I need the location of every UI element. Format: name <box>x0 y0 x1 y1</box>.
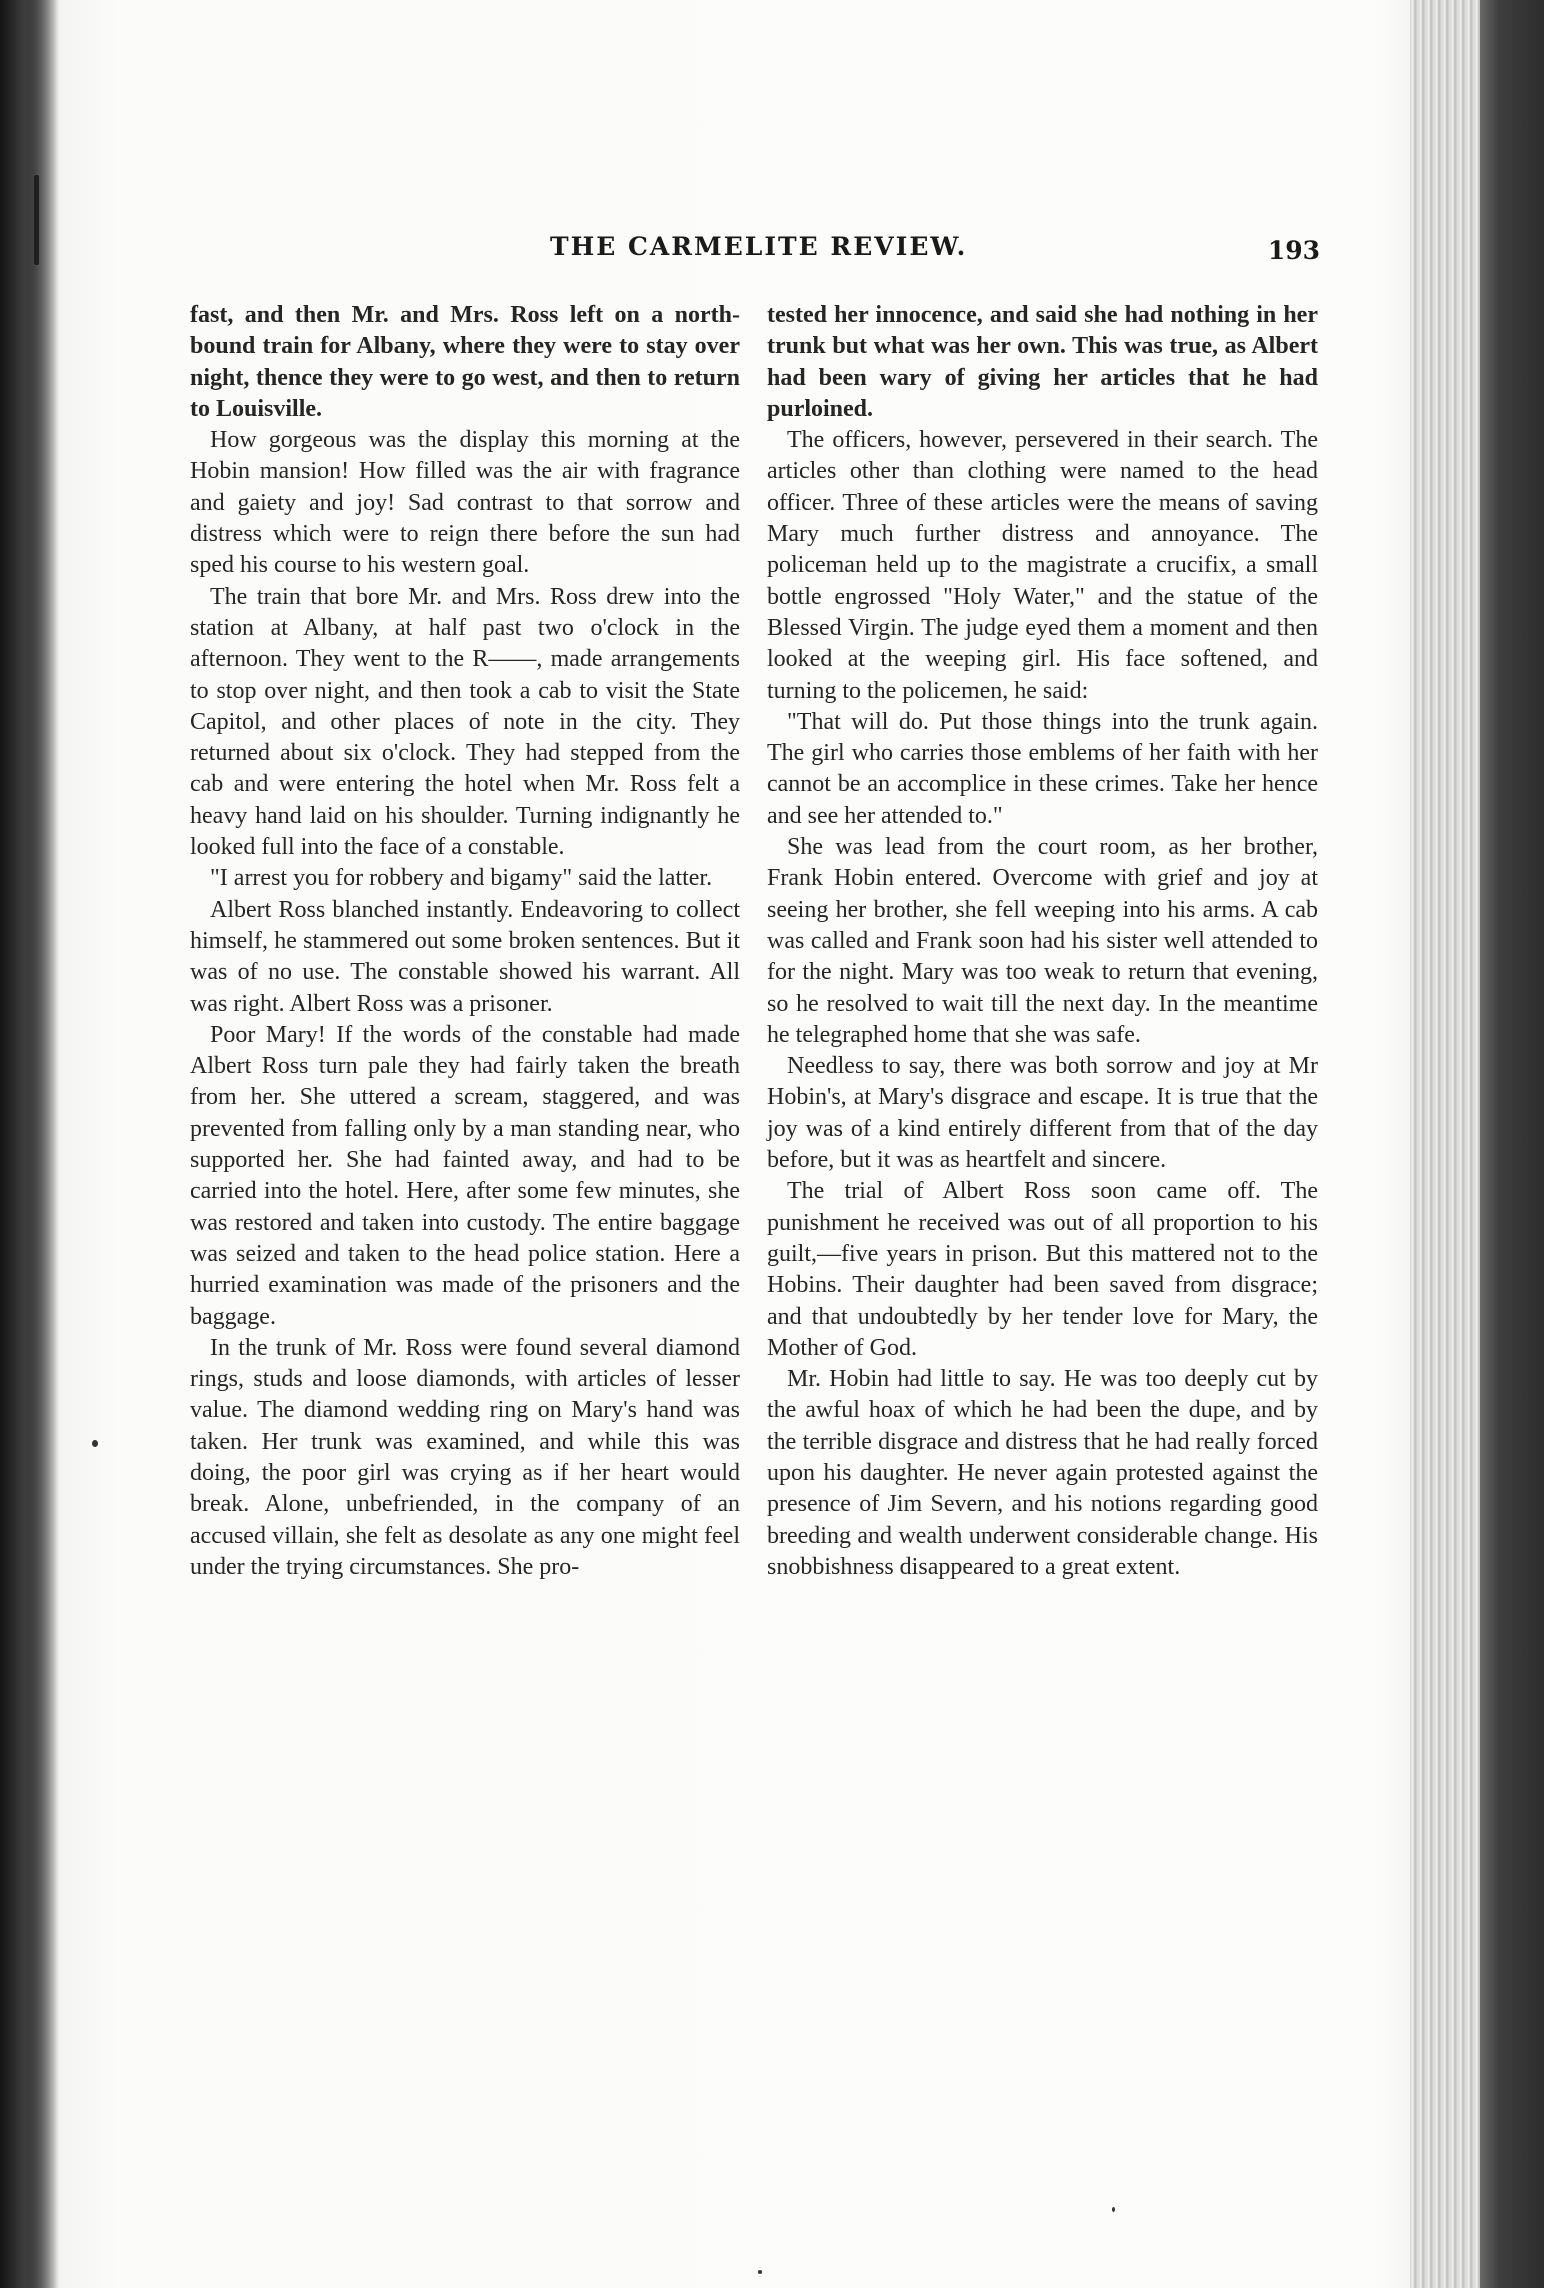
paragraph: Mr. Hobin had little to say. He was too deeply cut by the awful hoax of which he had been the dupe, and by the terrible disgrace and distress that he had really forced upon his daughter. He never again protested against the presence of Jim Severn, and his notions regarding good breeding and wealth underwent considerable change. His snobbishness disappeared to a great extent. <box>767 1366 1318 1580</box>
running-head: THE CARMELITE REVIEW. <box>550 232 968 261</box>
right-column <box>767 300 1318 1583</box>
ink-speck <box>1112 2207 1115 2212</box>
paragraph: She was lead from the court room, as her brother, Frank Hobin entered. Overcome with grief and joy at seeing her brother, she fell weeping into his arms. A cab was called and Frank soon had his sister well attended to for the night. Mary was too weak to return that evening, so he resolved to wait till the next day. In the meantime he telegraphed home that she was safe. <box>767 834 1318 1048</box>
page-edges <box>1410 0 1544 2288</box>
paragraph: fast, and then Mr. and Mrs. Ross left on a north-bound train for Albany, where they were to stay over night, thence they were to go west, and then to return to Louisville. <box>190 302 740 422</box>
paragraph: Needless to say, there was both sorrow and joy at Mr Hobin's, at Mary's disgrace and escape. It is true that the joy was of a kind entirely different from that of the day before, but it was as heartfelt and sincere. <box>767 1053 1318 1174</box>
left-column <box>190 300 740 1583</box>
ink-speck <box>758 2270 762 2274</box>
binding-gutter-shadow <box>0 0 60 2288</box>
paragraph: In the trunk of Mr. Ross were found several diamond rings, studs and loose diamonds, with articles of lesser value. The diamond wedding ring on Mary's hand was taken. Her trunk was examined, and while this was doing, the poor girl was crying as if her heart would break. Alone, unbefriended, in the company of an accused villain, she felt as desolate as any one might feel under the trying circumstances. She pro- <box>190 1334 740 1580</box>
paragraph: The trial of Albert Ross soon came off. The punishment he received was out of all proportion to his guilt,—five years in prison. But this mattered not to the Hobins. Their daughter had been saved from disgrace; and that undoubtedly by her tender love for Mary, the Mother of God. <box>767 1178 1318 1361</box>
paragraph: Poor Mary! If the words of the constable had made Albert Ross turn pale they had fairly taken the breath from her. She uttered a scream, staggered, and was prevented from falling only by a man standing near, who supported her. She had fainted away, and had to be carried into the hotel. Here, after some few minutes, she was restored and taken into custody. The entire baggage was seized and taken to the head police station. Here a hurried examination was made of the prisoners and the baggage. <box>190 1021 740 1330</box>
paragraph: How gorgeous was the display this morning at the Hobin mansion! How filled was the air with fragrance and gaiety and joy! Sad contrast to that sorrow and distress which were to reign there before the sun had sped his course to his western goal. <box>190 427 740 579</box>
paragraph: The train that bore Mr. and Mrs. Ross drew into the station at Albany, at half past two o'clock in the afternoon. They went to the R——, made arrangements to stop over night, and then took a cab to visit the State Capitol, and other places of note in the city. They returned about six o'clock. They had stepped from the cab and were entering the hotel when Mr. Ross felt a heavy hand laid on his shoulder. Turning indignantly he looked full into the face of a constable. <box>190 583 740 861</box>
page-number: 193 <box>1267 236 1320 265</box>
ink-speck <box>92 1440 98 1447</box>
paragraph: The officers, however, persevered in their search. The articles other than clothing were named to the head officer. Three of these articles were the means of saving Mary much further distress and annoyance. The policeman held up to the magistrate a crucifix, a small bottle engrossed "Holy Water," and the statue of the Blessed Virgin. The judge eyed them a moment and then looked at the weeping girl. His face softened, and turning to the policemen, he said: <box>767 427 1318 704</box>
page-header <box>180 232 1320 272</box>
binding-mark <box>34 175 39 265</box>
paragraph: Albert Ross blanched instantly. Endeavoring to collect himself, he stammered out some broken sentences. But it was of no use. The constable showed his warrant. All was right. Albert Ross was a prisoner. <box>190 896 740 1017</box>
paragraph: "I arrest you for robbery and bigamy" said the latter. <box>210 865 713 892</box>
paragraph: tested her innocence, and said she had nothing in her trunk but what was her own. This was true, as Albert had been wary of giving her articles that he had purloined. <box>767 302 1318 422</box>
paragraph: "That will do. Put those things into the trunk again. The girl who carries those emblems of her faith with her cannot be an accomplice in these crimes. Take her hence and see her attended to." <box>767 708 1318 829</box>
